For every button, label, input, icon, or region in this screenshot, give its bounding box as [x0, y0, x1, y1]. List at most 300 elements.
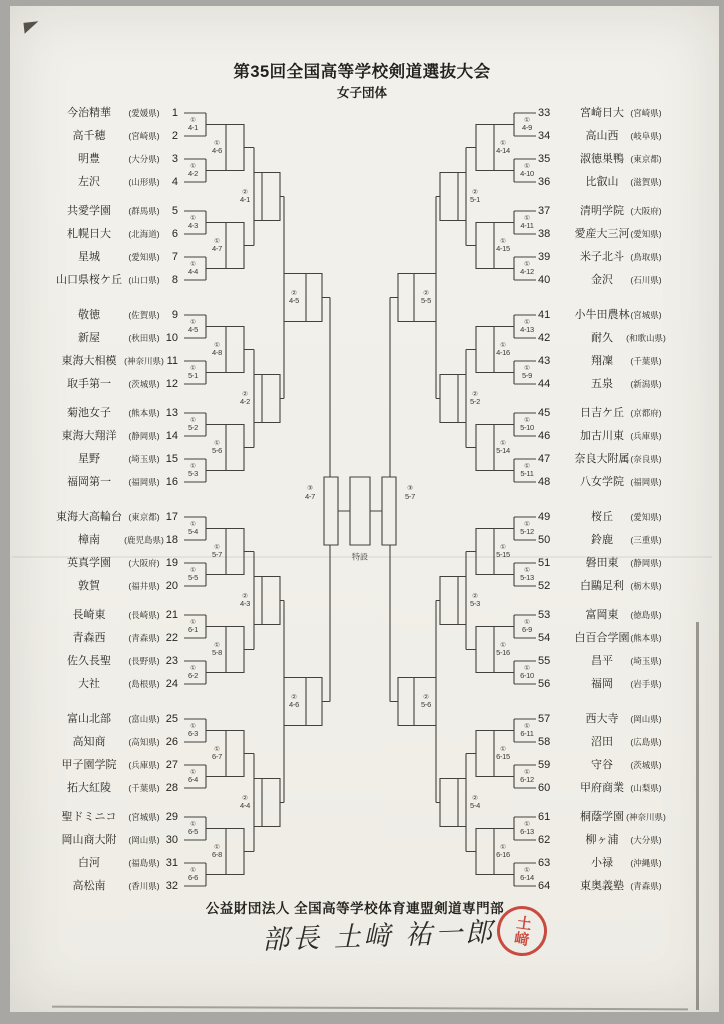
team-seed: 51 — [538, 557, 551, 569]
team-prefecture: (福島県) — [128, 858, 160, 868]
team-prefecture: (東京都) — [128, 512, 160, 522]
match-day-number: ① — [500, 139, 506, 147]
match-day-number: ③ — [407, 484, 413, 492]
match-label — [188, 567, 198, 582]
team-seed: 61 — [538, 811, 551, 823]
footer-organization: 公益財団法人 全国高等学校体育連盟剣道専門部 — [205, 901, 505, 916]
team-name: 左沢 — [78, 176, 100, 188]
team-seed: 52 — [538, 580, 551, 592]
match-court-number: 6-13 — [520, 826, 534, 836]
team-seed: 39 — [538, 251, 551, 263]
team-prefecture: (愛媛県) — [128, 108, 160, 118]
team-row — [0, 735, 724, 749]
match-court-number: 5-15 — [496, 549, 510, 559]
team-row — [0, 406, 724, 420]
team-row — [0, 833, 724, 847]
team-prefecture: (茨城県) — [128, 379, 160, 389]
team-seed: 2 — [171, 130, 178, 142]
team-name: 富岡東 — [585, 609, 619, 621]
team-seed: 26 — [165, 736, 178, 748]
match-day-number: ① — [190, 416, 196, 424]
team-row — [0, 475, 724, 489]
team-name: 奈良大附属 — [574, 453, 630, 465]
team-prefecture: (山口県) — [128, 275, 160, 285]
team-row — [0, 429, 724, 443]
team-seed: 17 — [165, 511, 178, 523]
match-court-number: 4-6 — [289, 699, 299, 709]
team-prefecture: (埼玉県) — [630, 656, 662, 666]
team-name: 聖ドミニコ — [61, 811, 117, 823]
footer-signature: 部長 土﨑 祐一郎 — [261, 916, 496, 957]
team-prefecture: (奈良県) — [630, 454, 662, 464]
team-prefecture: (岡山県) — [128, 835, 160, 845]
match-day-number: ① — [190, 664, 196, 672]
team-seed: 47 — [538, 453, 551, 465]
scan-corner-artifact — [23, 21, 39, 34]
team-row — [0, 781, 724, 795]
team-seed: 41 — [538, 309, 551, 321]
team-prefecture: (長野県) — [128, 656, 160, 666]
match-day-number: ① — [524, 722, 530, 730]
team-name: 取手第一 — [67, 378, 111, 390]
team-name: 星野 — [78, 453, 100, 465]
team-prefecture: (富山県) — [128, 714, 160, 724]
team-prefecture: (青森県) — [630, 881, 662, 891]
team-seed: 42 — [538, 332, 551, 344]
match-label — [522, 619, 532, 634]
match-label — [240, 795, 250, 810]
match-day-number: ② — [242, 188, 248, 196]
team-row — [0, 175, 724, 189]
team-seed: 49 — [538, 511, 551, 523]
match-label — [520, 463, 533, 478]
match-day-number: ① — [500, 745, 506, 753]
team-name: 高千穂 — [72, 130, 106, 142]
team-seed: 35 — [538, 153, 551, 165]
match-court-number: 4-5 — [289, 295, 299, 305]
match-court-number: 6-8 — [212, 849, 222, 859]
match-day-number: ① — [524, 618, 530, 626]
match-court-number: 6-15 — [496, 751, 510, 761]
team-seed: 46 — [538, 430, 551, 442]
team-row — [0, 608, 724, 622]
team-seed: 15 — [165, 453, 178, 465]
team-seed: 31 — [165, 857, 178, 869]
team-prefecture: (愛知県) — [630, 512, 662, 522]
match-court-number: 5-12 — [520, 526, 534, 536]
team-seed: 38 — [538, 228, 551, 240]
team-prefecture: (徳島県) — [630, 610, 662, 620]
team-name: 鈴鹿 — [591, 534, 613, 546]
match-day-number: ② — [242, 390, 248, 398]
team-seed: 5 — [171, 205, 178, 217]
match-day-number: ② — [472, 188, 478, 196]
match-court-number: 4-16 — [496, 347, 510, 357]
match-court-number: 4-1 — [240, 194, 250, 204]
match-court-number: 5-14 — [496, 445, 510, 455]
team-name: 山口県桜ケ丘 — [56, 274, 122, 286]
team-row — [0, 856, 724, 870]
match-label — [496, 844, 510, 859]
match-day-number: ① — [190, 722, 196, 730]
team-seed: 32 — [165, 880, 178, 892]
match-label — [496, 140, 510, 155]
match-label — [212, 140, 222, 155]
team-prefecture: (山梨県) — [630, 783, 662, 793]
team-row — [0, 510, 724, 524]
match-day-number: ① — [214, 543, 220, 551]
team-seed: 53 — [538, 609, 551, 621]
match-label — [520, 521, 534, 536]
match-court-number: 4-6 — [212, 145, 222, 155]
match-label — [188, 619, 198, 634]
match-court-number: 6-7 — [212, 751, 222, 761]
team-seed: 24 — [165, 678, 178, 690]
match-court-number: 4-9 — [522, 122, 532, 132]
team-name: 星城 — [78, 251, 100, 263]
team-prefecture: (岩手県) — [630, 679, 662, 689]
match-day-number: ① — [190, 866, 196, 874]
team-name: 米子北斗 — [580, 251, 624, 263]
team-prefecture: (福岡県) — [128, 477, 160, 487]
team-seed: 56 — [538, 678, 551, 690]
team-name: 桐蔭学園 — [580, 811, 624, 823]
team-prefecture: (兵庫県) — [128, 760, 160, 770]
match-day-number: ① — [190, 318, 196, 326]
match-day-number: ① — [214, 843, 220, 851]
team-prefecture: (秋田県) — [128, 333, 160, 343]
match-day-number: ① — [214, 439, 220, 447]
team-seed: 37 — [538, 205, 551, 217]
match-label — [188, 723, 198, 738]
match-court-number: 5-5 — [188, 572, 198, 582]
page-subtitle: 女子団体 — [336, 86, 387, 100]
team-prefecture: (福井県) — [128, 581, 160, 591]
team-name: 大社 — [78, 678, 100, 690]
team-seed: 64 — [538, 880, 551, 892]
match-day-number: ① — [524, 364, 530, 372]
team-name: 富山北部 — [67, 713, 111, 725]
team-row — [0, 533, 724, 547]
team-name: 翔凜 — [591, 355, 613, 367]
team-row — [0, 152, 724, 166]
team-prefecture: (岐阜県) — [630, 131, 662, 141]
match-label — [520, 163, 534, 178]
team-name: 昌平 — [591, 655, 613, 667]
team-name: 東奥義塾 — [580, 880, 624, 892]
team-prefecture: (茨城県) — [630, 760, 662, 770]
team-name: 新屋 — [78, 332, 100, 344]
team-row — [0, 331, 724, 345]
team-seed: 43 — [538, 355, 551, 367]
match-label — [520, 665, 534, 680]
match-day-number: ② — [242, 592, 248, 600]
team-row — [0, 758, 724, 772]
team-name: 沼田 — [591, 736, 613, 748]
team-name: 敦賀 — [78, 580, 100, 592]
match-court-number: 6-14 — [520, 872, 534, 882]
team-prefecture: (大阪府) — [128, 558, 160, 568]
match-label — [212, 544, 222, 559]
team-prefecture: (滋賀県) — [630, 177, 662, 187]
team-name: 高松南 — [72, 880, 106, 892]
match-court-number: 6-3 — [188, 728, 198, 738]
match-day-number: ② — [291, 289, 297, 297]
match-day-number: ① — [214, 139, 220, 147]
team-prefecture: (神奈川県) — [626, 812, 666, 822]
team-row — [0, 106, 724, 120]
match-label — [520, 723, 533, 738]
match-day-number: ① — [524, 664, 530, 672]
match-court-number: 6-10 — [520, 670, 534, 680]
match-court-number: 4-2 — [240, 396, 250, 406]
team-name: 白鷗足利 — [580, 580, 624, 592]
match-label — [520, 769, 534, 784]
team-seed: 6 — [171, 228, 178, 240]
team-row — [0, 654, 724, 668]
team-seed: 40 — [538, 274, 551, 286]
match-day-number: ① — [190, 618, 196, 626]
match-court-number: 5-5 — [421, 295, 431, 305]
match-label — [212, 844, 222, 859]
match-day-number: ① — [190, 820, 196, 828]
team-prefecture: (千葉県) — [128, 783, 160, 793]
team-name: 柳ヶ浦 — [585, 834, 619, 846]
match-label — [188, 365, 198, 380]
match-label — [188, 319, 198, 334]
team-seed: 18 — [165, 534, 178, 546]
match-day-number: ① — [500, 641, 506, 649]
match-label — [305, 486, 315, 501]
match-court-number: 4-4 — [188, 266, 198, 276]
match-day-number: ① — [524, 820, 530, 828]
match-day-number: ① — [190, 566, 196, 574]
match-court-number: 4-13 — [520, 324, 534, 334]
match-court-number: 6-11 — [520, 728, 534, 738]
team-prefecture: (熊本県) — [128, 408, 160, 418]
match-day-number: ① — [190, 364, 196, 372]
team-seed: 57 — [538, 713, 551, 725]
match-day-number: ① — [524, 416, 530, 424]
team-seed: 36 — [538, 176, 551, 188]
match-day-number: ① — [524, 566, 530, 574]
team-prefecture: (福岡県) — [630, 477, 662, 487]
team-name: 福岡 — [591, 678, 613, 690]
match-court-number: 5-8 — [212, 647, 222, 657]
team-prefecture: (石川県) — [630, 275, 662, 285]
team-seed: 7 — [171, 251, 178, 263]
match-label — [520, 867, 534, 882]
team-prefecture: (静岡県) — [128, 431, 160, 441]
team-name: 共愛学園 — [67, 205, 111, 217]
match-label — [188, 867, 198, 882]
team-name: 守谷 — [591, 759, 613, 771]
match-label — [520, 319, 534, 334]
match-day-number: ③ — [307, 484, 313, 492]
team-prefecture: (兵庫県) — [630, 431, 662, 441]
team-prefecture: (神奈川県) — [124, 356, 164, 366]
team-prefecture: (愛知県) — [630, 229, 662, 239]
team-seed: 63 — [538, 857, 551, 869]
team-seed: 55 — [538, 655, 551, 667]
team-name: 樟南 — [78, 534, 100, 546]
team-prefecture: (長崎県) — [128, 610, 160, 620]
team-prefecture: (大阪府) — [630, 206, 662, 216]
match-court-number: 5-2 — [470, 396, 480, 406]
match-label — [188, 215, 198, 230]
team-prefecture: (佐賀県) — [128, 310, 160, 320]
match-label — [496, 440, 510, 455]
team-prefecture: (島根県) — [128, 679, 160, 689]
team-seed: 28 — [165, 782, 178, 794]
team-seed: 11 — [166, 355, 178, 367]
team-prefecture: (和歌山県) — [626, 333, 666, 343]
match-label — [240, 593, 250, 608]
match-label — [496, 342, 510, 357]
match-court-number: 4-5 — [188, 324, 198, 334]
team-name: 淑徳巣鴨 — [580, 153, 624, 165]
team-seed: 19 — [165, 557, 178, 569]
match-label — [289, 694, 299, 709]
team-prefecture: (大分県) — [630, 835, 662, 845]
team-prefecture: (岡山県) — [630, 714, 662, 724]
team-prefecture: (大分県) — [128, 154, 160, 164]
match-label — [188, 417, 198, 432]
team-name: 佐久長聖 — [67, 655, 111, 667]
match-label — [522, 117, 532, 132]
team-row — [0, 452, 724, 466]
match-court-number: 4-14 — [496, 145, 510, 155]
match-court-number: 5-7 — [212, 549, 222, 559]
team-seed: 25 — [165, 713, 178, 725]
team-row — [0, 250, 724, 264]
team-seed: 20 — [165, 580, 178, 592]
match-court-number: 4-8 — [212, 347, 222, 357]
seal-text: 土﨑 — [511, 913, 533, 949]
match-court-number: 6-9 — [522, 624, 532, 634]
match-label — [470, 189, 480, 204]
match-day-number: ① — [190, 520, 196, 528]
match-label — [188, 117, 198, 132]
match-label — [289, 290, 299, 305]
team-prefecture: (高知県) — [128, 737, 160, 747]
match-label — [405, 486, 415, 501]
match-court-number: 5-7 — [405, 491, 415, 501]
team-prefecture: (宮崎県) — [128, 131, 160, 141]
match-court-number: 5-9 — [522, 370, 532, 380]
match-label — [421, 694, 431, 709]
team-row — [0, 354, 724, 368]
team-name: 八女学院 — [580, 476, 624, 488]
team-seed: 33 — [538, 107, 551, 119]
team-prefecture: (群馬県) — [128, 206, 160, 216]
team-seed: 59 — [538, 759, 551, 771]
team-row — [0, 377, 724, 391]
match-label — [240, 391, 250, 406]
match-court-number: 4-12 — [520, 266, 534, 276]
team-name: 東海大高輪台 — [56, 511, 122, 523]
match-court-number: 4-10 — [520, 168, 534, 178]
team-name: 愛産大三河 — [574, 228, 630, 240]
team-prefecture: (東京都) — [630, 154, 662, 164]
team-name: 岡山商大附 — [61, 834, 117, 846]
match-day-number: ① — [500, 843, 506, 851]
match-day-number: ① — [214, 237, 220, 245]
match-court-number: 5-13 — [520, 572, 534, 582]
match-court-number: 6-6 — [188, 872, 198, 882]
match-label — [212, 440, 222, 455]
team-name: 福岡第一 — [67, 476, 111, 488]
team-name: 桜丘 — [591, 511, 613, 523]
team-name: 明豊 — [78, 153, 100, 165]
match-court-number: 5-6 — [212, 445, 222, 455]
team-seed: 62 — [538, 834, 551, 846]
team-row — [0, 204, 724, 218]
match-day-number: ② — [423, 693, 429, 701]
match-label — [496, 642, 510, 657]
match-court-number: 6-12 — [520, 774, 534, 784]
team-seed: 34 — [538, 130, 551, 142]
team-row — [0, 129, 724, 143]
team-name: 宮崎日大 — [580, 107, 624, 119]
final-venue-label: 特設 — [352, 552, 368, 562]
team-name: 磐田東 — [585, 557, 619, 569]
match-day-number: ① — [190, 116, 196, 124]
team-name: 青森西 — [72, 632, 106, 644]
team-prefecture: (鹿児島県) — [124, 535, 164, 545]
team-seed: 16 — [165, 476, 178, 488]
match-label — [188, 521, 198, 536]
team-seed: 4 — [171, 176, 178, 188]
team-prefecture: (香川県) — [128, 881, 160, 891]
team-name: 長崎東 — [72, 609, 106, 621]
match-court-number: 6-4 — [188, 774, 198, 784]
match-day-number: ① — [190, 214, 196, 222]
team-prefecture: (埼玉県) — [128, 454, 160, 464]
match-label — [520, 821, 534, 836]
match-day-number: ① — [524, 260, 530, 268]
match-label — [212, 238, 222, 253]
match-day-number: ① — [190, 162, 196, 170]
match-court-number: 5-4 — [188, 526, 198, 536]
match-label — [520, 261, 534, 276]
team-seed: 13 — [165, 407, 178, 419]
team-name: 菊池女子 — [67, 407, 111, 419]
team-seed: 60 — [538, 782, 551, 794]
team-prefecture: (北海道) — [128, 229, 160, 239]
team-seed: 50 — [538, 534, 551, 546]
team-prefecture: (静岡県) — [630, 558, 662, 568]
team-prefecture: (千葉県) — [630, 356, 662, 366]
team-seed: 3 — [171, 153, 178, 165]
match-court-number: 5-3 — [470, 598, 480, 608]
team-seed: 12 — [165, 378, 178, 390]
match-label — [188, 769, 198, 784]
match-day-number: ② — [242, 794, 248, 802]
match-day-number: ② — [423, 289, 429, 297]
match-day-number: ② — [472, 794, 478, 802]
team-prefecture: (栃木県) — [630, 581, 662, 591]
match-day-number: ① — [500, 543, 506, 551]
team-prefecture: (山形県) — [128, 177, 160, 187]
match-label — [470, 593, 480, 608]
team-name: 清明学院 — [580, 205, 624, 217]
page-title: 第35回全国高等学校剣道選抜大会 — [233, 63, 491, 81]
match-court-number: 6-1 — [188, 624, 198, 634]
team-name: 五泉 — [591, 378, 613, 390]
team-name: 小牛田農林 — [574, 309, 630, 321]
match-court-number: 4-3 — [188, 220, 198, 230]
